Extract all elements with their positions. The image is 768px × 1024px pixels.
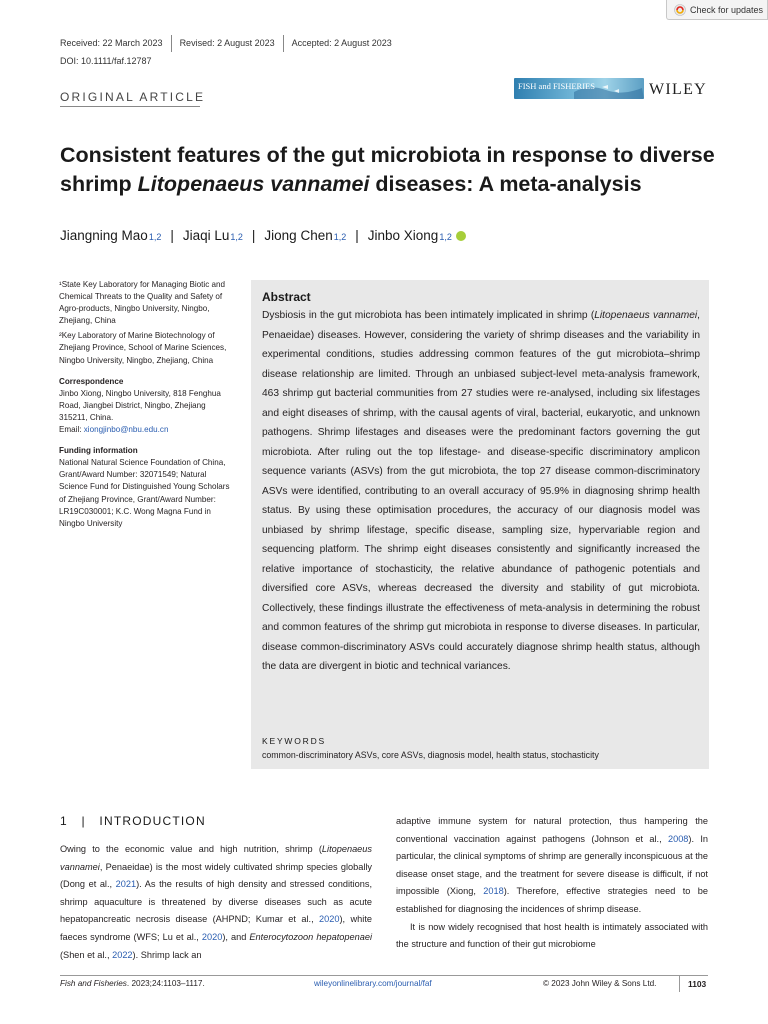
section-number: 1 [60, 814, 68, 828]
footer-copyright: © 2023 John Wiley & Sons Ltd. [543, 979, 657, 988]
author-name: Jiaqi Lu [182, 228, 230, 243]
citation-link[interactable]: 2022 [112, 949, 133, 960]
page-number: 1103 [688, 979, 707, 989]
article-info-sidebar [59, 279, 235, 539]
doi[interactable]: DOI: 10.1111/faf.12787 [60, 56, 152, 66]
correspondence-text: Jinbo Xiong, Ningbo University, 818 Fenghua Road, Jiangbei District, Ningbo, Zhejiang 315211, China. [59, 388, 221, 422]
affiliations [59, 279, 235, 367]
correspondence-email-line [59, 424, 235, 436]
footer-divider [679, 976, 680, 992]
funding-information [59, 445, 235, 530]
abstract-text [262, 306, 700, 677]
body-text: ), and [222, 931, 250, 942]
affiliation-item: ²Key Laboratory of Marine Biotechnology of Zhejiang Province, School of Marine Sciences, Ningbo University, Ningbo, Zhejiang, China [59, 331, 227, 365]
orcid-icon[interactable] [456, 231, 466, 241]
author-affiliation[interactable]: 1,2 [230, 232, 243, 242]
intro-paragraph: It is now widely recognised that host health is intimately associated with the structure and function of their gut microbiome [396, 921, 708, 950]
body-text: ). In particular, the clinical symptoms of shrimp are generally inconspicuous at the disease onset stage, and the treatment for severe disease is difficult, if not impossible (Xiong, [396, 833, 709, 897]
funding-heading: Funding information [59, 446, 138, 456]
citation-link[interactable]: 2008 [667, 833, 689, 844]
body-text: (Shen et al., [60, 949, 113, 960]
article-type: ORIGINAL ARTICLE [60, 90, 206, 104]
body-text: , Penaeidae) is the most widely cultivated shrimp species globally (Dong et al., [60, 861, 372, 890]
footer-volume-pages: . 2023;24:1103–1117. [126, 979, 205, 988]
species-name: Enterocytozoon hepatopenaei [249, 931, 373, 942]
title-species: Litopenaeus vannamei [137, 172, 370, 196]
received-date: Received: 22 March 2023 [60, 38, 163, 48]
author-affiliation[interactable]: 1,2 [333, 232, 347, 242]
check-for-updates-label: Check for updates [690, 4, 764, 15]
citation-link[interactable]: 2018 [483, 886, 504, 897]
affiliation-item: ¹State Key Laboratory for Managing Biotic and Chemical Threats to the Quality and Safety of Agro-products, Ningbo University, Ningbo, Zhejiang, China [59, 280, 226, 326]
citation-link[interactable]: 2021 [115, 879, 137, 890]
journal-logo-banner [514, 78, 644, 99]
correspondence-heading: Correspondence [59, 376, 124, 386]
check-for-updates-button[interactable] [666, 0, 768, 20]
date-divider [283, 35, 284, 52]
abstract-heading: Abstract [262, 290, 311, 304]
title-text: diseases: A meta-analysis [369, 172, 642, 196]
intro-paragraph [396, 813, 708, 919]
funding-text: National Natural Science Foundation of China, Grant/Award Number: 32071549; Natural Science Fund for Distinguished Young Scholars of Zhejiang Province, Grant/Award Number: LR19C030001; K.C. Wong Magna Fund in Ningbo University [59, 458, 230, 528]
section-title: INTRODUCTION [99, 814, 206, 828]
citation-link[interactable]: 2020 [319, 914, 340, 925]
body-text: ), white faeces syndrome (WFS; Lu et al., [60, 914, 372, 942]
footer-journal-name: Fish and Fisheries [60, 979, 127, 988]
abstract-text-part: Dysbiosis in the gut microbiota has been intimately implicated in shrimp ( [262, 310, 595, 321]
article-type-underline [60, 106, 200, 107]
body-text: ). Therefore, effective strategies need to be established for diagnosing the incidences of shrimp disease. [396, 886, 708, 914]
body-text: ). As the results of high density and stressed conditions, shrimp aquaculture is threatened by diverse diseases such as acute hepatopancreatic necrosis disease (AHPND; Kumar et al., [60, 879, 372, 925]
intro-paragraph-left [60, 841, 372, 964]
footer-rule [60, 975, 708, 976]
correspondence [59, 376, 235, 436]
abstract-species: Litopenaeus vannamei [594, 310, 698, 321]
email-label: Email: [59, 425, 84, 435]
check-for-updates-icon [674, 4, 686, 16]
email-link[interactable]: xiongjinbo@nbu.edu.cn [83, 425, 169, 435]
article-history [60, 34, 392, 52]
abstract-box [251, 280, 709, 769]
author-affiliation[interactable]: 1,2 [439, 232, 452, 242]
author-separator: | [251, 228, 256, 243]
intro-column-right [396, 813, 708, 954]
author-separator: | [170, 228, 174, 243]
abstract-text-part: , Penaeidae) diseases. However, considering the variety of shrimp diseases and the variability in experimental conditions, studies addressing common features of the gut microbiota–shrimp disease relationship are limited. Through an unbiased subject-level meta-analysis framework, 463 shrimp gut bacterial communities from 27 studies were re-analysed, including six lifestages and eight diseases of shrimp, with the causal agents of viral, bacterial, eukaryotic, and unknown pathogens. Shrimp lifestages and diseases were the predominant factors governing the gut microbiota. After ruling out the top lifestage- and disease-specific discriminatory amplicon sequence variants (ASVs) from the gut microbiota, the top 27 disease common-discriminatory ASVs were identified, contributing to an overall accuracy of 95.9% in diagnosing shrimp health status. By using these optimisation procedures, the accuracy of our diagnosis model was unbiased by shrimp lifestage, specific disease, sampling size, hypervariable region and sequencing platform. The shrimp eight diseases consistently and significantly increased the relative importance of stochasticity, the relative abundance of pathogenic potentials and diversified core ASVs, whereas decreased the diversity and stability of gut microbiota. Collectively, these findings illustrate the effectiveness of meta-analysis in determining the robust and common features of the shrimp gut microbiota in response to diverse diseases. In particular, disease common-discriminatory ASVs could accurately diagnose shrimp health status, although the data are divergent in biotic and technical variances. [262, 310, 700, 672]
body-text: adaptive immune system for natural protection, thus hampering the conventional vaccination against pathogens (Johnson et al., [396, 816, 708, 844]
species-name: Litopenaeus vannamei [60, 844, 372, 872]
publisher-logo: WILEY [649, 81, 708, 98]
footer-citation [60, 979, 205, 988]
body-text: Owing to the economic value and high nutrition, shrimp ( [60, 844, 322, 854]
keywords-list: common-discriminatory ASVs, core ASVs, diagnosis model, health status, stochasticity [262, 750, 599, 760]
author-name: Jiangning Mao [60, 228, 148, 243]
accepted-date: Accepted: 2 August 2023 [291, 38, 392, 48]
keywords-heading: KEYWORDS [262, 736, 326, 746]
section-heading-introduction [60, 814, 206, 828]
section-separator: | [81, 814, 86, 828]
footer-journal-url[interactable]: wileyonlinelibrary.com/journal/faf [314, 979, 432, 988]
body-text: ). Shrimp lack an [132, 949, 202, 960]
author-affiliation[interactable]: 1,2 [148, 232, 162, 242]
author-list [60, 228, 466, 243]
article-title [60, 141, 720, 199]
author-name: Jiong Chen [264, 228, 333, 243]
citation-link[interactable]: 2020 [201, 931, 223, 942]
author-separator: | [355, 228, 359, 243]
author-name: Jinbo Xiong [367, 228, 439, 243]
title-text: Consistent features of the gut microbiota in response to diverse shrimp [60, 143, 715, 196]
date-divider [171, 35, 172, 52]
revised-date: Revised: 2 August 2023 [179, 38, 275, 48]
journal-name: FISH and FISHERIES [518, 81, 595, 91]
